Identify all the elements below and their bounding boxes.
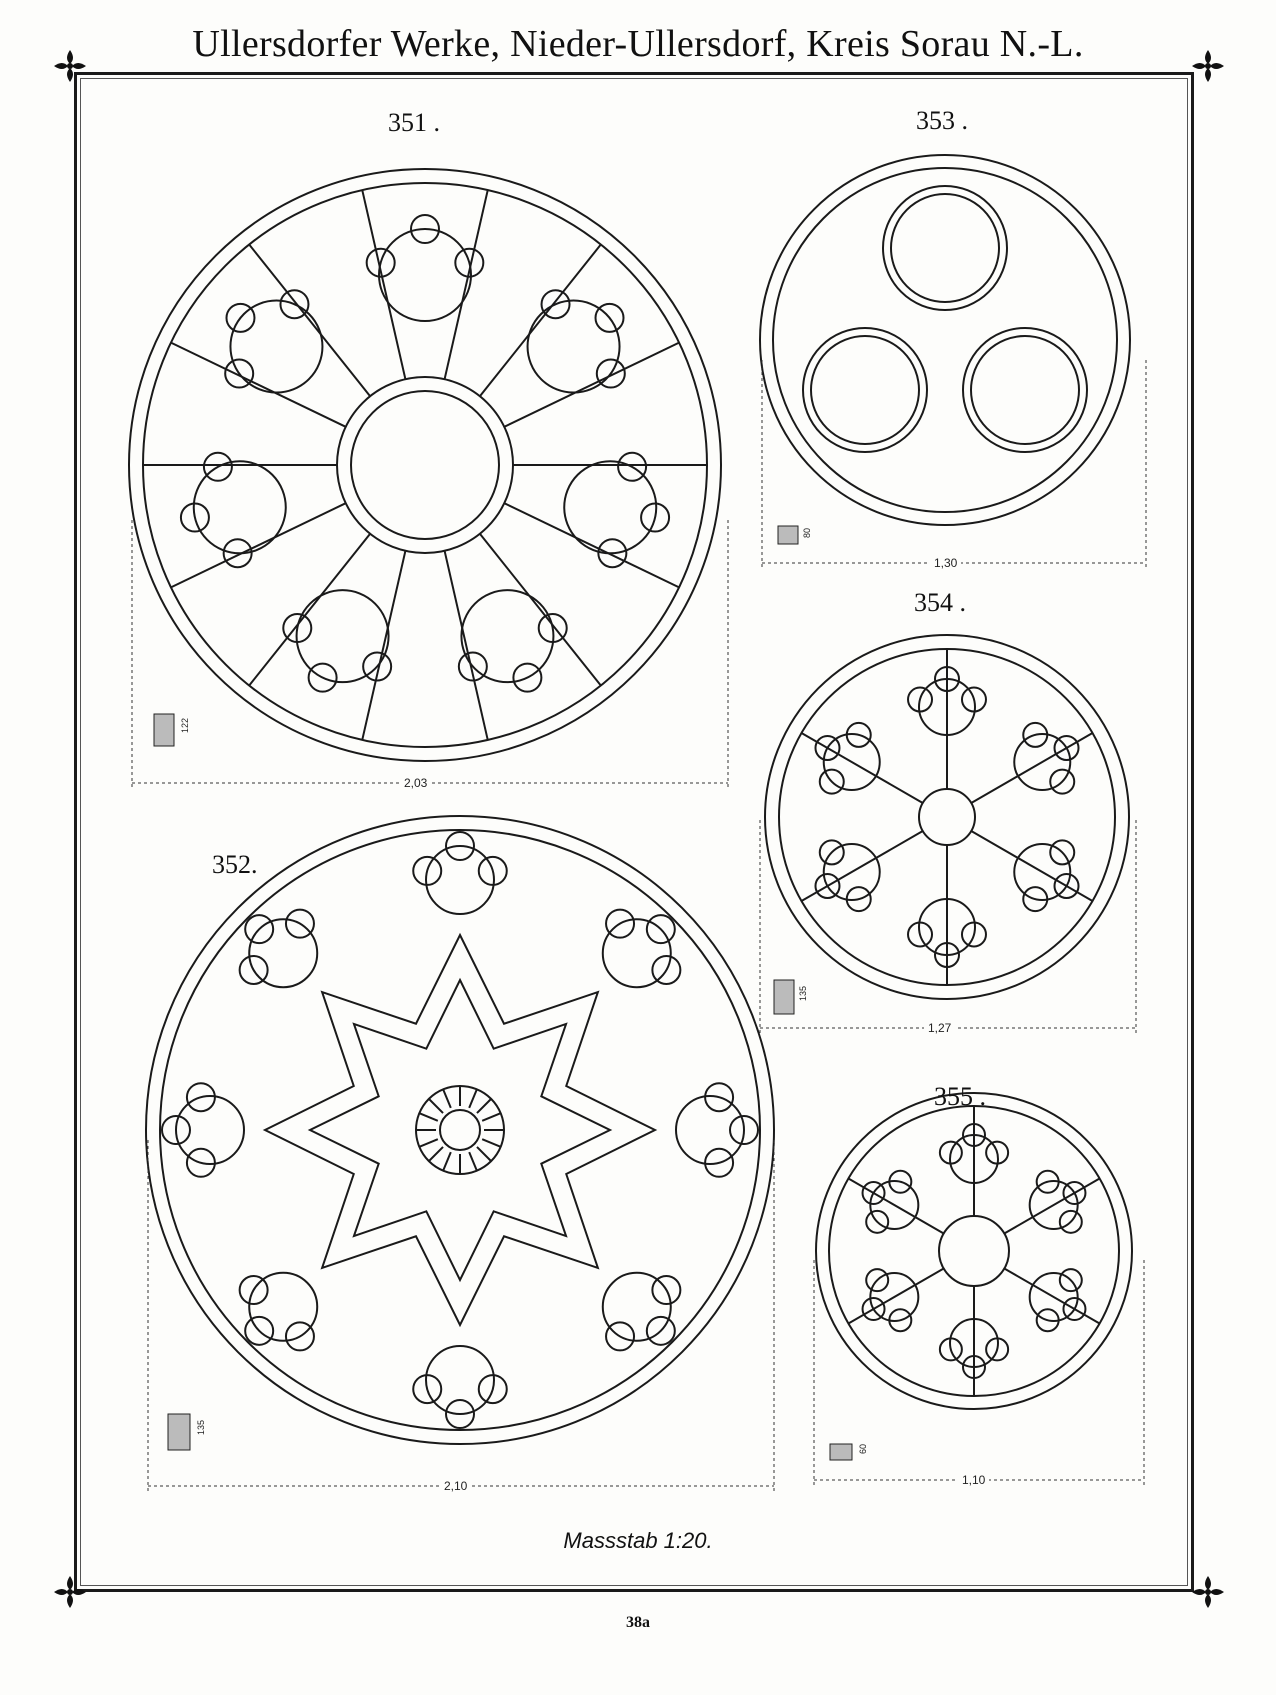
profile-label-354: 135 [798,986,808,1002]
window-number-355: 355 . [934,1082,986,1111]
profile-label-353: 80 [802,528,812,539]
window-number-353: 353 . [916,106,968,135]
width-label-353: 1,30 [930,556,961,570]
width-label-355: 1,10 [958,1473,989,1487]
window-number-352: 352. [212,850,258,879]
window-number-351: 351 . [388,108,440,137]
width-label-351: 2,03 [400,776,431,790]
profile-label-351: 122 [180,718,190,734]
window-number-354: 354 . [914,588,966,617]
window-352-drawing [146,816,774,1444]
window-353-drawing [760,155,1130,525]
page-title: Ullersdorfer Werke, Nieder-Ullersdorf, Kreis Sorau N.-L. [192,23,1084,65]
scale-note: Massstab 1:20. [563,1528,713,1553]
page-number: 38a [626,1614,650,1631]
window-351-drawing [129,169,721,761]
profile-label-352: 135 [196,1420,206,1436]
width-label-352: 2,10 [440,1479,471,1493]
window-354-drawing [765,635,1129,1002]
width-label-354: 1,27 [924,1021,955,1035]
profile-label-355: 60 [858,1444,868,1455]
window-355-drawing [816,1093,1132,1409]
